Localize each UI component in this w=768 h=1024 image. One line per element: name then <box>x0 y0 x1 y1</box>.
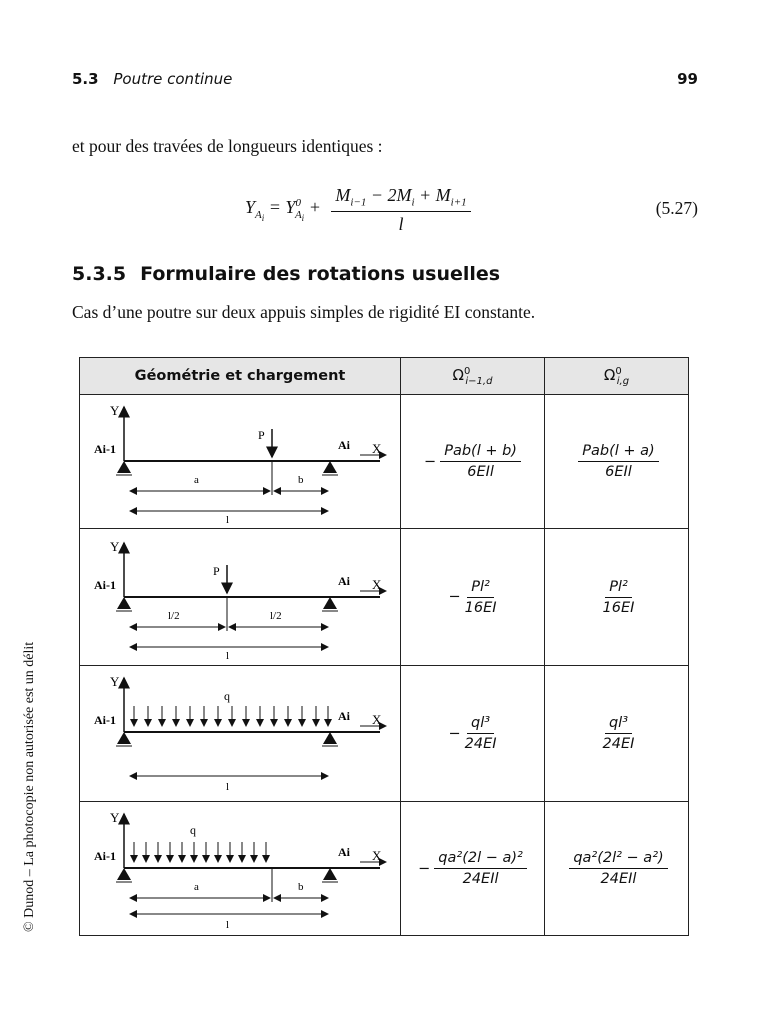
rotation-left-cell <box>401 395 545 529</box>
x-axis-label: X <box>372 712 382 727</box>
y-axis-label: Y <box>110 539 120 554</box>
body-paragraph: Cas d’une poutre sur deux appuis simples de rigidité EI constante. <box>72 302 536 322</box>
section-title: Formulaire des rotations usuelles <box>140 263 501 285</box>
span-label: l <box>226 650 230 662</box>
formula: − qa²(2l − a)² 24EIl <box>418 850 527 887</box>
half-span-label: l/2 <box>270 610 282 622</box>
formula: Pl² 16EI <box>602 578 635 616</box>
rotation-right-cell <box>545 666 689 802</box>
distributed-load-arrows-icon <box>134 842 266 862</box>
y-axis-label: Y <box>110 810 120 825</box>
left-support-icon <box>117 868 131 880</box>
right-support-icon <box>323 868 337 880</box>
equation-lhs: $Y_{A_i} = Y^0_{A_i}$ + <box>245 196 321 223</box>
span-label: l <box>226 919 230 931</box>
left-support-icon <box>117 461 131 473</box>
left-support-label: Ai-1 <box>94 442 116 456</box>
x-axis-label: X <box>372 577 382 592</box>
equation-denominator: l <box>398 213 404 234</box>
header-omega-right: $\Omega^0_{i,g}$ <box>545 358 689 395</box>
segment-a-label: a <box>194 881 199 893</box>
segment-b-label: b <box>298 881 304 893</box>
right-support-label: Ai <box>338 845 350 859</box>
right-support-icon <box>323 732 337 744</box>
running-header <box>72 70 232 88</box>
equation-number: (5.27) <box>655 198 698 218</box>
beam-diagram-point-load-center <box>80 529 400 665</box>
formula: − Pab(l + b) 6EIl <box>424 443 521 480</box>
intro-paragraph: et pour des travées de longueurs identiques : <box>72 136 383 156</box>
header-section-number: 5.3 <box>72 70 99 88</box>
header-geometry: Géométrie et chargement <box>80 358 401 395</box>
diagram-cell <box>80 395 401 529</box>
rotation-right-cell <box>545 802 689 936</box>
table-row <box>80 802 689 936</box>
load-label: q <box>224 689 230 703</box>
rotation-right-cell <box>545 529 689 666</box>
load-label: P <box>258 428 265 442</box>
rotation-formula-table <box>79 357 689 936</box>
header-section-title: Poutre continue <box>113 70 233 88</box>
formula: − $\frac{\text{Pl²}}{16EI}$ <box>448 578 497 616</box>
table-row <box>80 666 689 802</box>
right-support-icon <box>323 461 337 473</box>
right-support-label: Ai <box>338 574 350 588</box>
distributed-load-arrows-icon <box>134 706 328 726</box>
rotation-left-cell <box>401 666 545 802</box>
rotation-right-cell <box>545 395 689 529</box>
formula: ql³ 24EI <box>602 715 635 752</box>
left-support-label: Ai-1 <box>94 849 116 863</box>
span-label: l <box>226 514 230 526</box>
table-row <box>80 529 689 666</box>
beam-diagram-uniform-load-full <box>80 666 400 801</box>
span-label: l <box>226 781 230 793</box>
y-axis-label: Y <box>110 674 120 689</box>
left-support-icon <box>117 597 131 609</box>
section-number: 5.3.5 <box>72 263 127 285</box>
formula: qa²(2l² − a²) 24EIl <box>565 850 667 887</box>
load-label: q <box>190 823 196 837</box>
right-support-label: Ai <box>338 438 350 452</box>
beam-diagram-uniform-load-partial <box>80 802 400 935</box>
x-axis-label: X <box>372 441 382 456</box>
copyright-notice: © Dunod – La photocopie non autorisée est un délit <box>22 641 37 932</box>
left-support-label: Ai-1 <box>94 713 116 727</box>
segment-a-label: a <box>194 474 199 486</box>
x-axis-label: X <box>372 848 382 863</box>
diagram-cell <box>80 802 401 936</box>
equation-fraction <box>331 185 470 235</box>
diagram-cell <box>80 666 401 802</box>
y-axis-label: Y <box>110 403 120 418</box>
rotation-left-cell <box>401 802 545 936</box>
load-label: P <box>213 564 220 578</box>
beam-diagram-point-load-ab <box>80 395 400 528</box>
left-support-label: Ai-1 <box>94 578 116 592</box>
half-span-label: l/2 <box>168 610 180 622</box>
segment-b-label: b <box>298 474 304 486</box>
page-number: 99 <box>677 70 698 88</box>
rotation-left-cell <box>401 529 545 666</box>
formula: − $\frac{\text{ql³}}{24EI}$ <box>448 715 497 752</box>
left-support-icon <box>117 732 131 744</box>
table-row <box>80 395 689 529</box>
right-support-label: Ai <box>338 709 350 723</box>
header-omega-left: $\Omega^0_{i-1,d}$ <box>401 358 545 395</box>
diagram-cell <box>80 529 401 666</box>
section-heading <box>72 263 500 285</box>
equation-numerator: $M_{i-1} - 2M_i + M_{i+1}$ <box>331 185 470 212</box>
formula: Pab(l + a) 6EIl <box>574 443 658 480</box>
right-support-icon <box>323 597 337 609</box>
equation-5-27 <box>245 185 471 235</box>
